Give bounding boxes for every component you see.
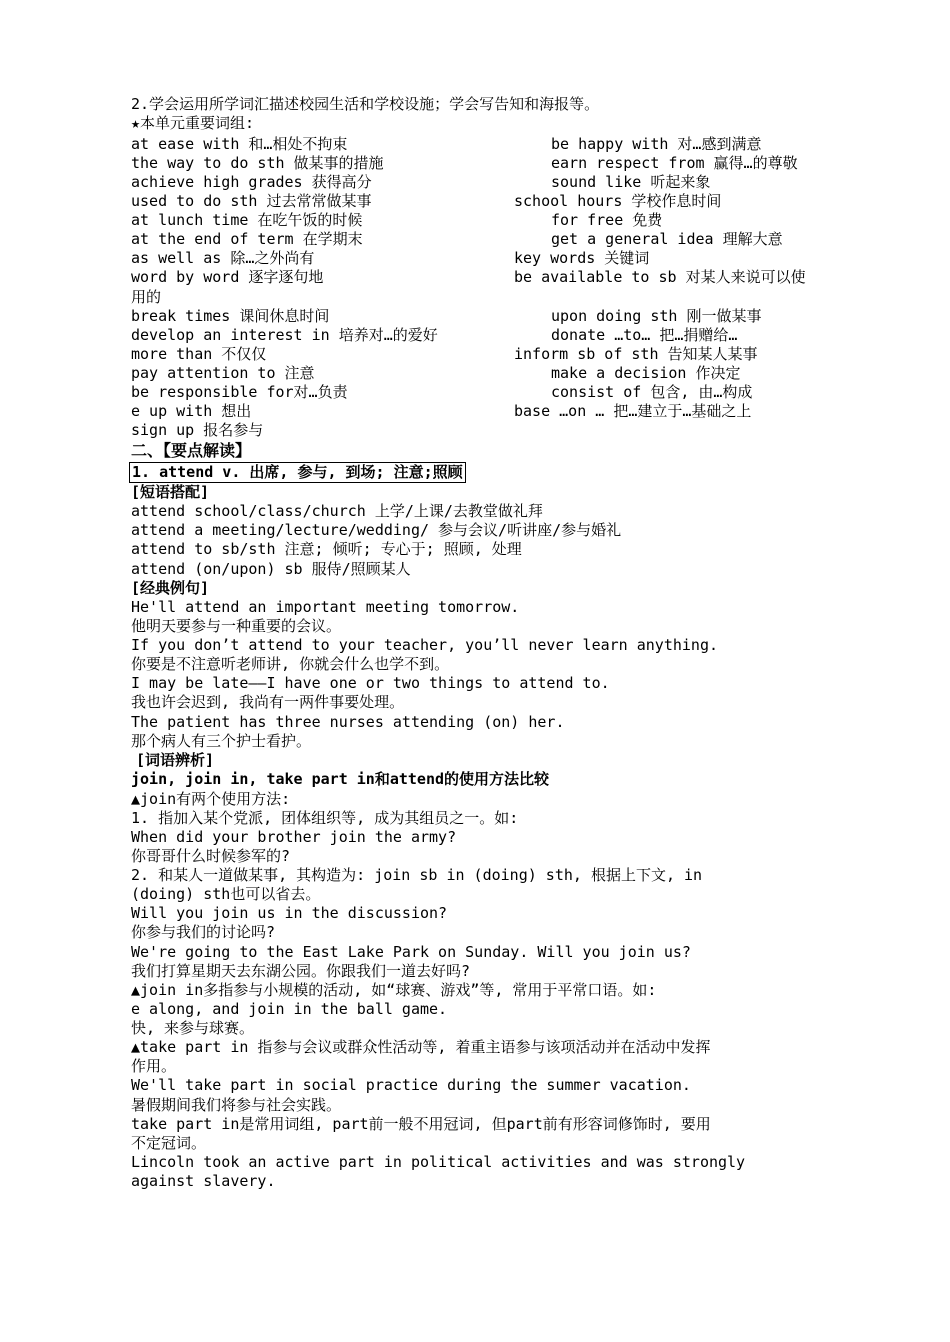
analysis-line: 你哥哥什么时候参军的? bbox=[131, 847, 291, 865]
example-line: 他明天要参与一种重要的会议。 bbox=[131, 617, 342, 635]
phrase-right: for free 免费 bbox=[551, 211, 663, 229]
analysis-line: 作用。 bbox=[131, 1057, 177, 1075]
analysis-line: take part in是常用词组, part前一般不用冠词, 但part前有形容词修饰时, 要用 bbox=[131, 1115, 711, 1133]
phrase-right: base …on … 把…建立于…基础之上 bbox=[514, 402, 752, 420]
analysis-line: We're going to the East Lake Park on Sunday. Will you join us? bbox=[131, 943, 691, 961]
phrase-left: at ease with 和…相处不拘束 bbox=[131, 135, 348, 153]
phrase-left: as well as 除…之外尚有 bbox=[131, 249, 315, 267]
phrase-right: be happy with 对…感到满意 bbox=[551, 135, 762, 153]
example-line: 我也许会迟到, 我尚有一两件事要处理。 bbox=[131, 693, 405, 711]
item1-heading: 1. attend v. 出席, 参与, 到场; 注意;照顾 bbox=[129, 462, 466, 483]
phrase-left: the way to do sth 做某事的措施 bbox=[131, 154, 384, 172]
phrase-right: consist of 包含, 由…构成 bbox=[551, 383, 753, 401]
intro-line: 2.学会运用所学词汇描述校园生活和学校设施；学会写告知和海报等。 bbox=[131, 95, 600, 113]
phrase-left: be responsible for对…负责 bbox=[131, 383, 348, 401]
phrase-right: make a decision 作决定 bbox=[551, 364, 741, 382]
phrase-right: upon doing sth 刚一做某事 bbox=[551, 307, 762, 325]
example-line: He'll attend an important meeting tomorrow. bbox=[131, 598, 520, 616]
section2-heading: 二、【要点解读】 bbox=[131, 441, 252, 460]
analysis-line: e along, and join in the ball game. bbox=[131, 1000, 448, 1018]
analysis-line: (doing) sth也可以省去。 bbox=[131, 885, 321, 903]
phrase-right: donate …to… 把…捐赠给… bbox=[551, 326, 738, 344]
phrase-left: word by word 逐字逐句地 bbox=[131, 268, 324, 286]
collocation-heading: [短语搭配] bbox=[131, 483, 210, 501]
phrase-right: inform sb of sth 告知某人某事 bbox=[514, 345, 758, 363]
phrase-right: school hours 学校作息时间 bbox=[514, 192, 722, 210]
phrase-left: achieve high grades 获得高分 bbox=[131, 173, 372, 191]
analysis-line: 快, 来参与球赛。 bbox=[131, 1019, 255, 1037]
collocation-line: attend to sb/sth 注意; 倾听; 专心于; 照顾, 处理 bbox=[131, 540, 522, 558]
phrase-left: sign up 报名参与 bbox=[131, 421, 264, 439]
example-line: The patient has three nurses attending (on) her. bbox=[131, 713, 565, 731]
analysis-heading: [词语辨析] bbox=[136, 751, 215, 769]
analysis-title: join, join in, take part in和attend的使用方法比较 bbox=[131, 770, 550, 788]
examples-heading: [经典例句] bbox=[131, 579, 210, 597]
phrase-left: break times 课间休息时间 bbox=[131, 307, 330, 325]
phrase-right: get a general idea 理解大意 bbox=[551, 230, 783, 248]
phrase-left: pay attention to 注意 bbox=[131, 364, 315, 382]
analysis-line: When did your brother join the army? bbox=[131, 828, 457, 846]
phrase-left: at lunch time 在吃午饭的时候 bbox=[131, 211, 363, 229]
analysis-line: ▲take part in 指参与会议或群众性活动等, 着重主语参与该项活动并在活动中发挥 bbox=[131, 1038, 711, 1056]
analysis-line: 2. 和某人一道做某事, 其构造为: join sb in (doing) sth, 根据上下文, in bbox=[131, 866, 703, 884]
collocation-line: attend school/class/church 上学/上课/去教堂做礼拜 bbox=[131, 502, 543, 520]
analysis-line: 我们打算星期天去东湖公园。你跟我们一道去好吗? bbox=[131, 962, 471, 980]
phrase-left: more than 不仅仅 bbox=[131, 345, 267, 363]
analysis-line: ▲join有两个使用方法: bbox=[131, 790, 291, 808]
phrase-right: be available to sb 对某人来说可以使 bbox=[514, 268, 806, 286]
analysis-line: Will you join us in the discussion? bbox=[131, 904, 448, 922]
example-line: 那个病人有三个护士看护。 bbox=[131, 732, 312, 750]
analysis-line: 暑假期间我们将参与社会实践。 bbox=[131, 1096, 342, 1114]
phrase-left: at the end of term 在学期末 bbox=[131, 230, 363, 248]
phrase-left: e up with 想出 bbox=[131, 402, 252, 420]
analysis-line: We'll take part in social practice during the summer vacation. bbox=[131, 1076, 691, 1094]
example-line: 你要是不注意听老师讲, 你就会什么也学不到。 bbox=[131, 655, 450, 673]
analysis-line: 不定冠词。 bbox=[131, 1134, 207, 1152]
analysis-line: Lincoln took an active part in political activities and was strongly bbox=[131, 1153, 746, 1171]
phrase-left: develop an interest in 培养对…的爱好 bbox=[131, 326, 438, 344]
analysis-line: 1. 指加入某个党派, 团体组织等, 成为其组员之一。如: bbox=[131, 809, 519, 827]
example-line: If you don’t attend to your teacher, you’ll never learn anything. bbox=[131, 636, 718, 654]
phrase-right: earn respect from 赢得…的尊敬 bbox=[551, 154, 798, 172]
phrase-left: used to do sth 过去常常做某事 bbox=[131, 192, 372, 210]
collocation-line: attend (on/upon) sb 服侍/照顾某人 bbox=[131, 560, 411, 578]
collocation-line: attend a meeting/lecture/wedding/ 参与会议/听讲座/参与婚礼 bbox=[131, 521, 622, 539]
phrases-heading: ★本单元重要词组: bbox=[131, 114, 255, 132]
phrase-wrap: 用的 bbox=[131, 288, 162, 306]
phrase-right: key words 关键词 bbox=[514, 249, 650, 267]
analysis-line: against slavery. bbox=[131, 1172, 276, 1190]
analysis-line: 你参与我们的讨论吗? bbox=[131, 923, 276, 941]
analysis-line: ▲join in多指参与小规模的活动, 如“球赛、游戏”等, 常用于平常口语。如: bbox=[131, 981, 657, 999]
example-line: I may be late——I have one or two things to attend to. bbox=[131, 674, 610, 692]
phrase-right: sound like 听起来象 bbox=[551, 173, 711, 191]
